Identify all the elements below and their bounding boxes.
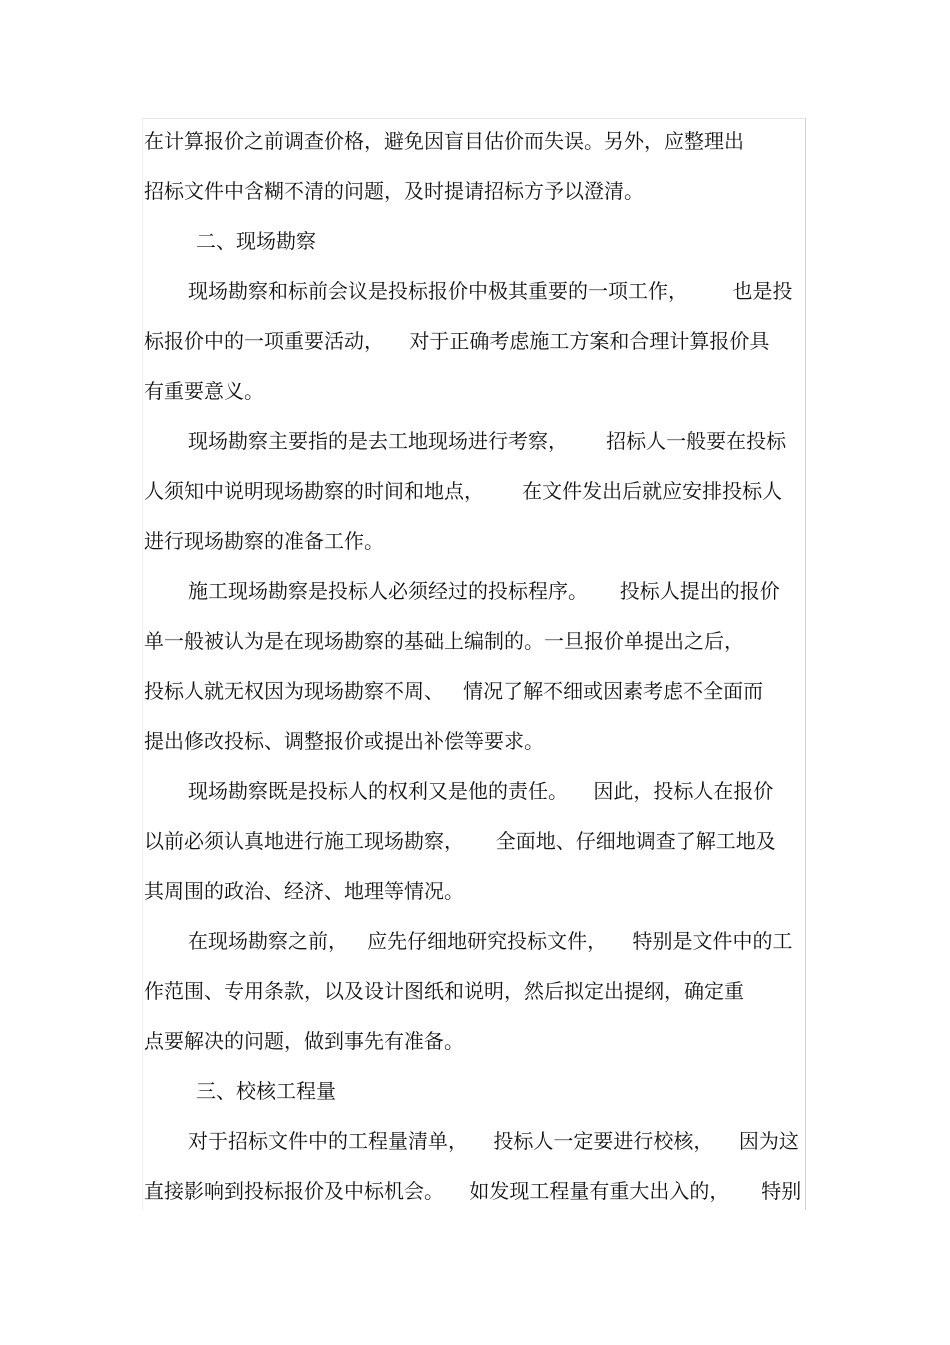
text-line: 单一般被认为是在现场勘察的基础上编制的。一旦报价单提出之后， [144,629,744,653]
text-line: 在现场勘察之前， 应先仔细地研究投标文件， 特别是文件中的工 [188,929,793,953]
text-line: 招标文件中含糊不清的问题，及时提请招标方予以澄清。 [144,179,644,203]
text-line: 标报价中的一项重要活动， 对于正确考虑施工方案和合理计算报价具 [144,329,770,353]
text-line: 施工现场勘察是投标人必须经过的投标程序。 投标人提出的报价 [188,579,780,603]
section-heading: 二、现场勘察 [196,229,316,253]
text-line: 投标人就无权因为现场勘察不周、 情况了解不细或因素考虑不全面而 [144,679,764,703]
text-line: 作范围、专用条款，以及设计图纸和说明，然后拟定出提纲，确定重 [144,979,744,1003]
text-line: 进行现场勘察的准备工作。 [144,529,384,553]
text-line: 有重要意义。 [144,379,264,403]
text-line: 点要解决的问题，做到事先有准备。 [144,1029,464,1053]
text-line: 提出修改投标、调整报价或提出补偿等要求。 [144,729,544,753]
text-line: 以前必须认真地进行施工现场勘察， 全面地、仔细地调查了解工地及 [144,829,776,853]
text-line: 对于招标文件中的工程量清单， 投标人一定要进行校核， 因为这 [188,1129,799,1153]
text-line: 现场勘察主要指的是去工地现场进行考察， 招标人一般要在投标 [188,429,787,453]
text-line: 直接影响到投标报价及中标机会。 如发现工程量有重大出入的， 特别 [144,1179,802,1203]
text-line: 其周围的政治、经济、地理等情况。 [144,879,464,903]
text-line: 人须知中说明现场勘察的时间和地点， 在文件发出后就应安排投标人 [144,479,783,503]
text-line: 现场勘察和标前会议是投标报价中极其重要的一项工作， 也是投 [188,279,793,303]
section-heading: 三、校核工程量 [196,1079,336,1103]
text-line: 现场勘察既是投标人的权利又是他的责任。 因此，投标人在报价 [188,779,774,803]
text-line: 在计算报价之前调查价格，避免因盲目估价而失误。另外，应整理出 [144,129,744,153]
